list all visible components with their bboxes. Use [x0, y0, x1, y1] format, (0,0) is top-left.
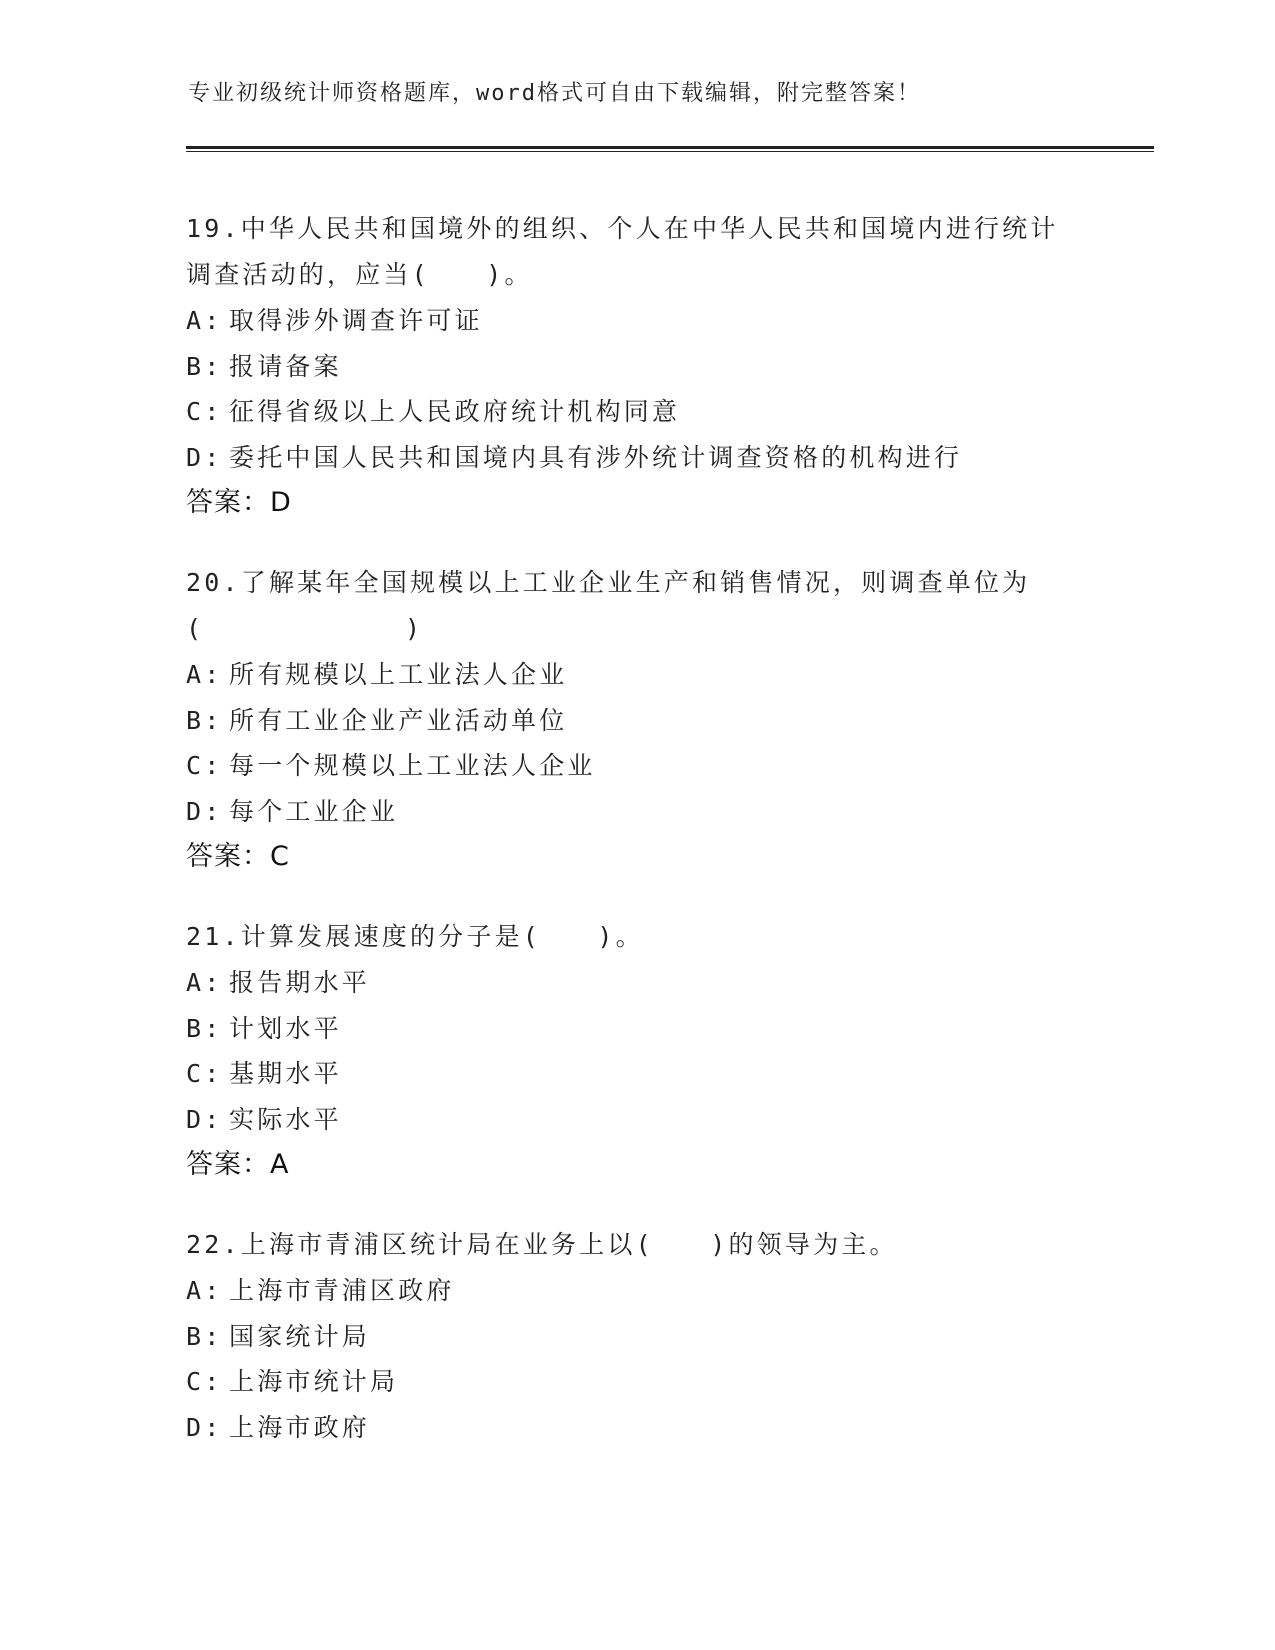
- option-letter: A:: [186, 968, 223, 997]
- option-b: [186, 344, 1086, 390]
- question-number: 22.: [186, 1230, 241, 1259]
- question-text: [186, 206, 1086, 298]
- option-b: [186, 1006, 1086, 1052]
- answer-line: 答案：A: [186, 1149, 290, 1180]
- option-text: 报告期水平: [229, 968, 371, 997]
- question-19: [186, 206, 1086, 526]
- page-header: 专业初级统计师资格题库，word格式可自由下载编辑，附完整答案！: [188, 81, 921, 106]
- option-text: 报请备案: [229, 351, 342, 381]
- option-text: 所有工业企业产业活动单位: [229, 705, 568, 735]
- option-text: 国家统计局: [229, 1321, 371, 1351]
- option-letter: C:: [186, 751, 223, 780]
- option-letter: B:: [186, 1321, 223, 1351]
- question-21: [186, 914, 1086, 1188]
- question-text: [186, 914, 1086, 960]
- option-a: [186, 960, 1086, 1006]
- option-letter: C:: [186, 1059, 223, 1088]
- option-letter: C:: [186, 1367, 223, 1396]
- question-stem: 计算发展速度的分子是( )。: [240, 922, 644, 951]
- question-number: 19.: [186, 214, 241, 243]
- question-22: [186, 1222, 1086, 1450]
- option-text: 征得省级以上人民政府统计机构同意: [229, 397, 681, 426]
- option-a: [186, 1268, 1086, 1314]
- question-text: [186, 560, 1086, 652]
- option-letter: D:: [186, 442, 223, 472]
- option-letter: B:: [186, 705, 223, 735]
- option-text: 每个工业企业: [229, 796, 399, 826]
- option-letter: A:: [186, 1276, 223, 1305]
- option-d: [186, 1097, 1086, 1143]
- option-letter: D:: [186, 1412, 223, 1442]
- option-c: [186, 1051, 1086, 1097]
- option-letter: D:: [186, 1104, 223, 1134]
- question-list: [186, 206, 1086, 1484]
- option-letter: B:: [186, 351, 223, 381]
- option-text: 每一个规模以上工业法人企业: [229, 751, 596, 780]
- option-letter: B:: [186, 1013, 223, 1043]
- question-stem: 了解某年全国规模以上工业企业生产和销售情况，则调查单位为( ): [186, 568, 1031, 643]
- question-20: [186, 560, 1086, 880]
- option-letter: C:: [186, 397, 223, 426]
- header-rule-thin: [186, 151, 1154, 152]
- option-text: 上海市青浦区政府: [229, 1276, 455, 1305]
- option-text: 所有规模以上工业法人企业: [229, 660, 568, 689]
- option-b: [186, 698, 1086, 744]
- question-text: [186, 1222, 1086, 1268]
- answer-line: 答案：D: [186, 487, 292, 518]
- question-number: 20.: [186, 568, 241, 597]
- question-stem: 上海市青浦区统计局在业务上以( )的领导为主。: [240, 1230, 898, 1259]
- option-d: [186, 435, 1086, 481]
- option-text: 取得涉外调查许可证: [229, 306, 483, 335]
- option-c: [186, 389, 1086, 435]
- option-a: [186, 652, 1086, 698]
- option-d: [186, 1405, 1086, 1451]
- option-text: 上海市政府: [229, 1412, 371, 1442]
- option-text: 基期水平: [229, 1059, 342, 1088]
- option-letter: A:: [186, 306, 223, 335]
- option-b: [186, 1314, 1086, 1360]
- option-text: 上海市统计局: [229, 1367, 399, 1396]
- option-d: [186, 789, 1086, 835]
- option-text: 计划水平: [229, 1013, 342, 1043]
- option-a: [186, 298, 1086, 344]
- option-c: [186, 743, 1086, 789]
- question-number: 21.: [186, 922, 241, 951]
- option-letter: D:: [186, 796, 223, 826]
- answer-line: 答案：C: [186, 841, 290, 872]
- option-text: 实际水平: [229, 1104, 342, 1134]
- option-c: [186, 1359, 1086, 1405]
- question-stem: 中华人民共和国境外的组织、个人在中华人民共和国境内进行统计调查活动的，应当( )。: [186, 214, 1059, 289]
- option-letter: A:: [186, 660, 223, 689]
- option-text: 委托中国人民共和国境内具有涉外统计调查资格的机构进行: [229, 442, 963, 472]
- header-rule-thick: [186, 146, 1154, 149]
